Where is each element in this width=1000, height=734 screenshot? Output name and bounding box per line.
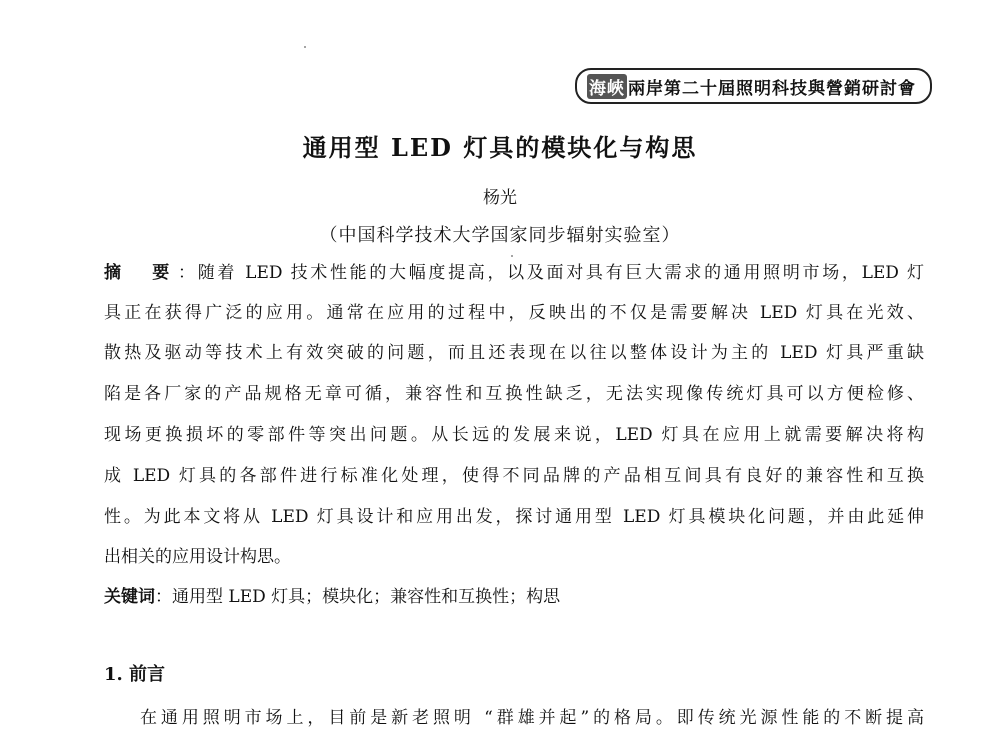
abstract-line-5: 现场更换损坏的零部件等突出问题。从长远的发展来说，LED 灯具在应用上就需要解决将构 [104,425,924,445]
paper-author: 杨光 [483,188,517,208]
scan-speck [304,46,306,48]
abstract-line-6: 成 LED 灯具的各部件进行标准化处理，使得不同品牌的产品相互间具有良好的兼容性和互换 [104,466,924,486]
intro-paragraph-line-1: 在通用照明市场上，目前是新老照明 “群雄并起”的格局。即传统光源性能的不断提高 [140,708,924,728]
paper-title: 通用型 LED 灯具的模块化与构思 [302,133,698,162]
abstract-line-4: 陷是各厂家的产品规格无章可循，兼容性和互换性缺乏，无法实现像传统灯具可以方便检修、 [104,384,924,404]
keywords-text: ：通用型 LED 灯具；模块化；兼容性和互换性；构思 [155,587,561,607]
abstract-line-1 [104,261,924,285]
abstract-text: ：随着 LED 技术性能的大幅度提高，以及面对具有巨大需求的通用照明市场，LED 灯 [178,263,924,283]
conference-banner-text: 兩岸第二十屆照明科技與營銷研討會 [628,78,916,99]
abstract-line-8: 出相关的应用设计构思。 [104,547,291,567]
abstract-line-7: 性。为此本文将从 LED 灯具设计和应用出发，探讨通用型 LED 灯具模块化问题，并由此延伸 [104,507,924,527]
section-heading-intro: 1. 前言 [104,664,166,685]
scan-speck [511,255,513,257]
abstract-line-3: 散热及驱动等技术上有效突破的问题，而且还表现在以往以整体设计为主的 LED 灯具严重缺 [104,343,924,363]
keywords-line [104,585,924,609]
conference-banner [575,68,932,104]
paper-affiliation: （中国科学技术大学国家同步辐射实验室） [319,225,681,246]
abstract-label: 摘 要 [104,263,182,283]
conference-banner-ink: 海峽 [587,74,627,99]
keywords-label: 关键词 [104,587,155,607]
abstract-line-2: 具正在获得广泛的应用。通常在应用的过程中，反映出的不仅是需要解决 LED 灯具在光效、 [104,303,924,323]
